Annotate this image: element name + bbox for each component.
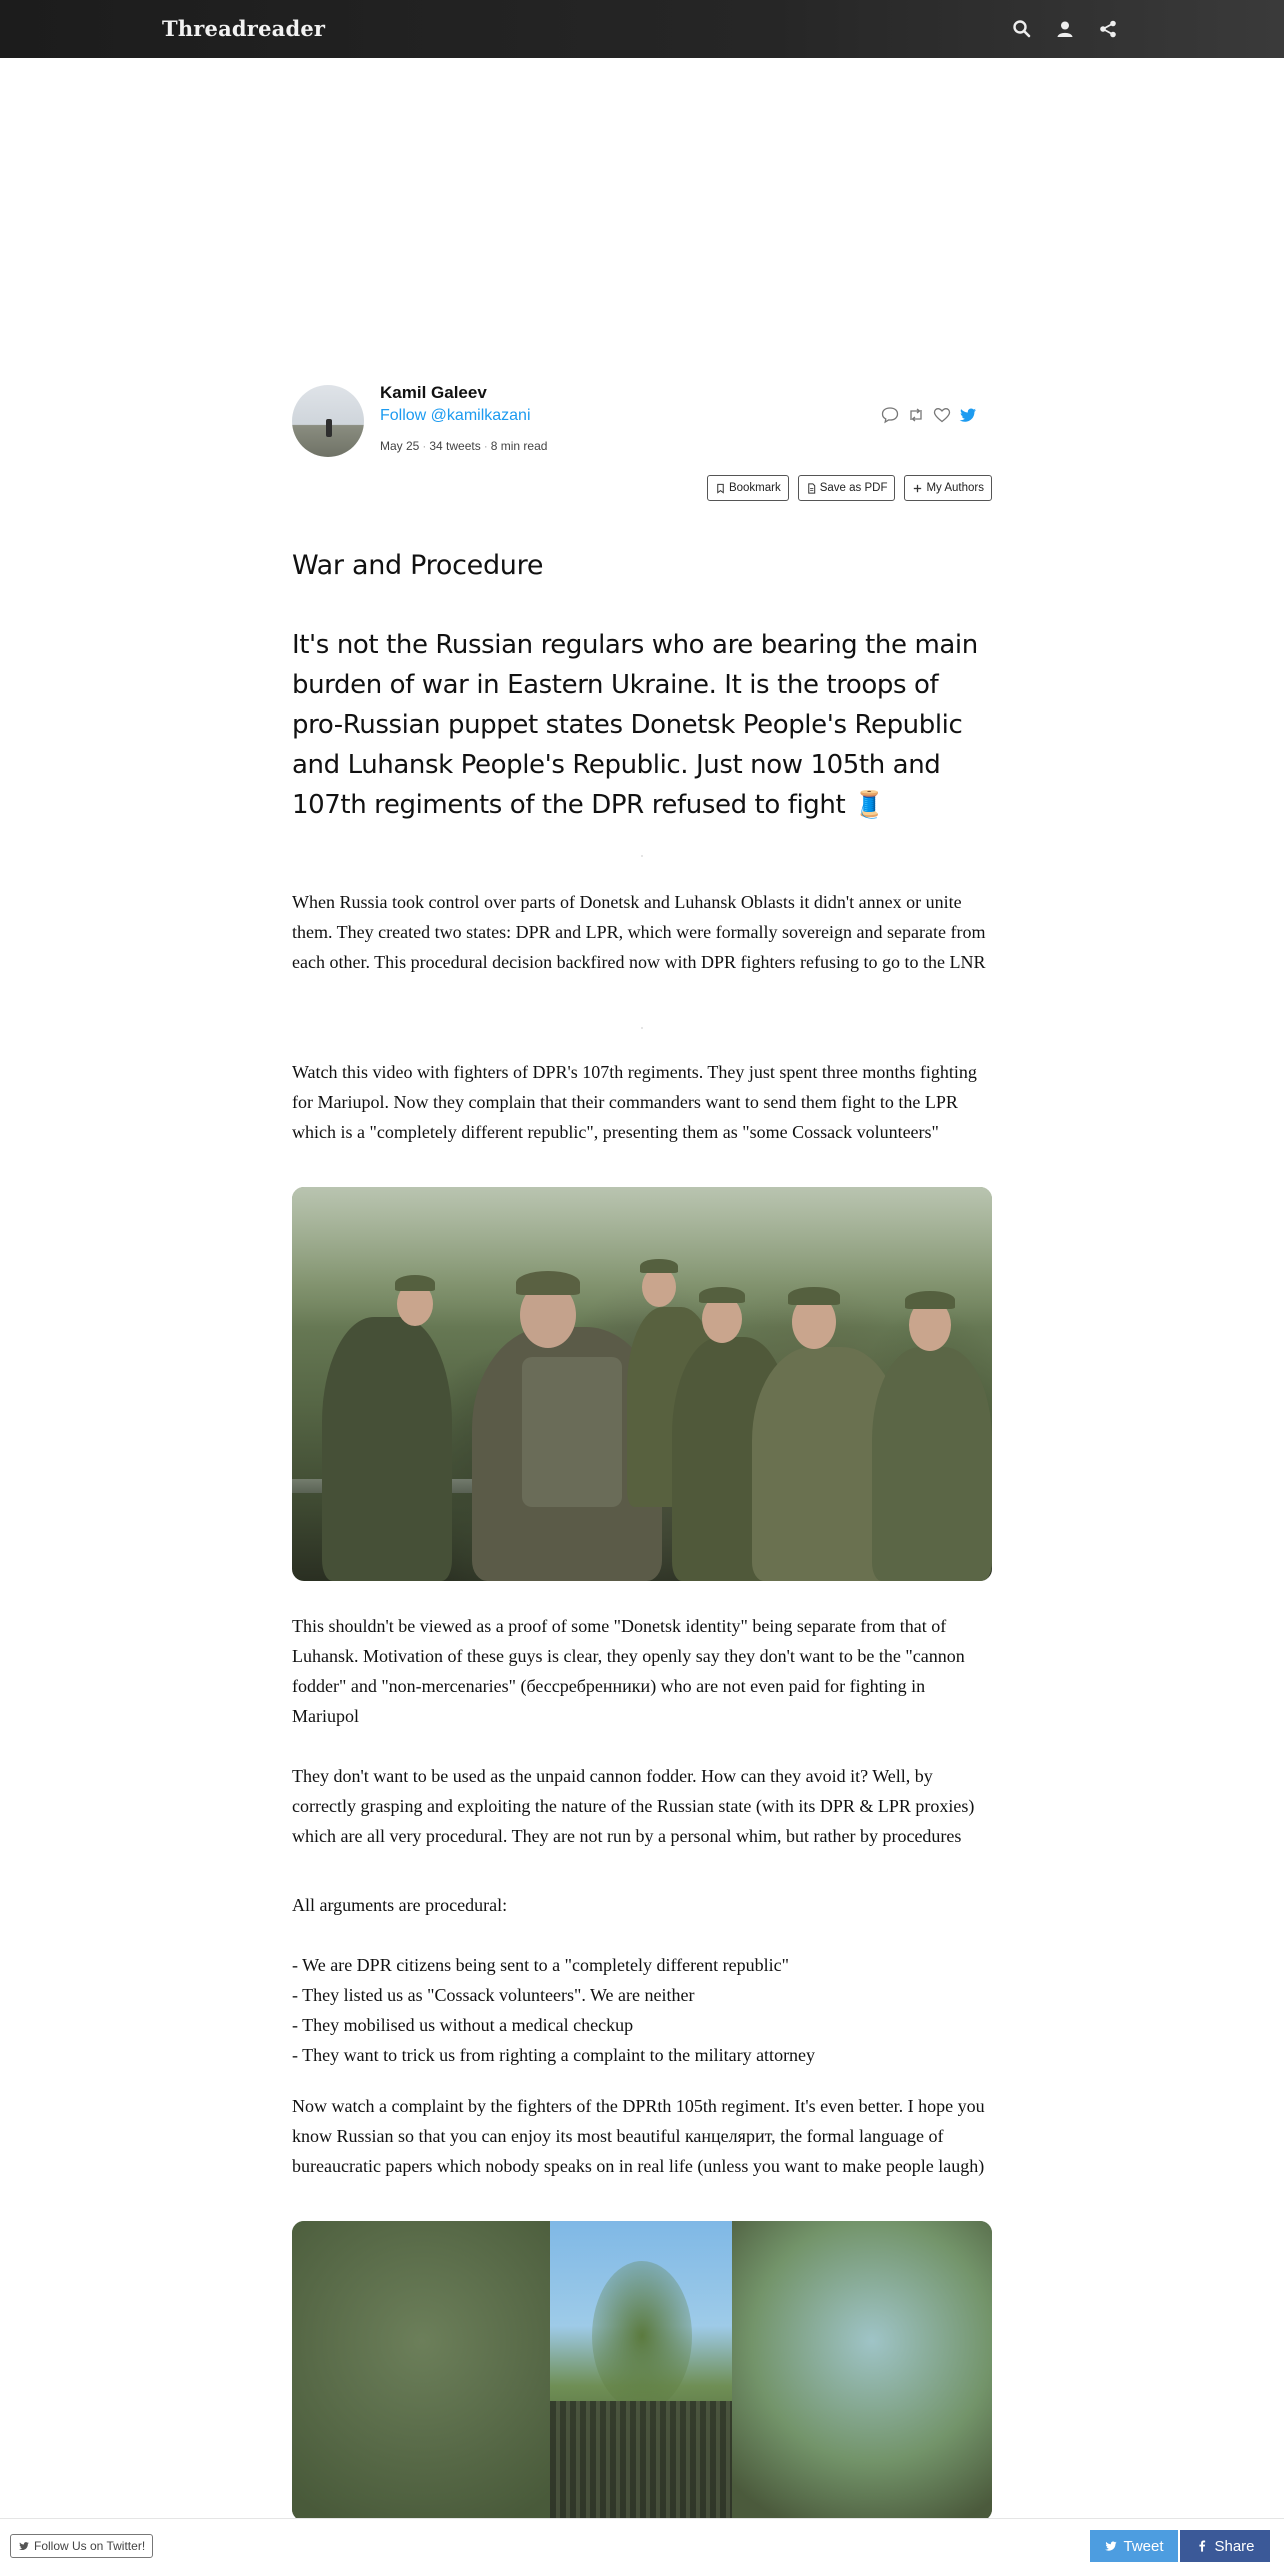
reply-icon[interactable] <box>880 405 900 425</box>
bookmark-icon <box>715 483 726 494</box>
top-navbar <box>0 0 1284 58</box>
tweet-paragraph: When Russia took control over parts of Donetsk and Luhansk Oblasts it didn't annex or unite them. They created two states: DPR and LPR, which were formally sovereign and separate from each other. This procedural decision backfired now with DPR fighters refusing to go to the LNR <box>292 892 986 972</box>
list-item: - They want to trick us from righting a complaint to the military attorney <box>292 2045 816 2065</box>
follow-link[interactable]: Follow @kamilkazani <box>380 407 531 424</box>
lead-tweet: It's not the Russian regulars who are bearing the main burden of war in Eastern Ukraine. It is the troops of pro-Russian puppet states Donetsk People's Republic and Luhansk People's Republic. Just now 105th and 107th regiments of the DPR refused to fight 🧵 <box>292 630 978 820</box>
bookmark-button[interactable] <box>707 475 789 501</box>
site-logo[interactable]: Threadreader <box>162 16 326 41</box>
tweet-actions <box>880 405 978 425</box>
search-icon[interactable] <box>1010 17 1034 41</box>
list-item: - We are DPR citizens being sent to a "completely different republic" <box>292 1955 789 1975</box>
tweet-paragraph: They don't want to be used as the unpaid cannon fodder. How can they avoid it? Well, by correctly grasping and exploiting the nature of the Russian state (with its DPR & LPR proxies) which are all very procedural. They are not run by a personal whim, but rather by procedures <box>292 1766 975 1846</box>
avatar-figure <box>326 419 332 437</box>
share-icon[interactable] <box>1096 17 1120 41</box>
tweet-paragraph: Watch this video with fighters of DPR's 107th regiments. They just spent three months fighting for Mariupol. Now they complain that their commanders want to send them fight to the LPR which is a "completely different republic", presenting them as "some Cossack volunteers" <box>292 1062 977 1142</box>
plus-icon <box>912 483 923 494</box>
list-item: - They listed us as "Cossack volunteers". We are neither <box>292 1985 695 2005</box>
bookmark-label: Bookmark <box>728 482 781 494</box>
bottom-share-bar <box>0 2518 1284 2568</box>
ad-space <box>0 58 1284 368</box>
facebook-icon <box>1195 2539 1209 2553</box>
tweet-button[interactable] <box>1090 2530 1178 2562</box>
author-name[interactable]: Kamil Galeev <box>380 383 487 402</box>
user-icon[interactable] <box>1053 17 1077 41</box>
thread-toolbar <box>707 475 992 501</box>
video-thumbnail-regiment[interactable] <box>292 2221 992 2521</box>
twitter-bird-icon <box>1104 2539 1118 2553</box>
tweet-separator <box>641 1027 643 1029</box>
thread-meta: May 25 · 34 tweets · 8 min read <box>380 439 548 453</box>
twitter-bird-icon <box>18 2540 30 2552</box>
avatar[interactable] <box>292 385 364 457</box>
read-time: 8 min read <box>490 439 548 453</box>
list-intro: All arguments are procedural: <box>292 1895 508 1915</box>
tweet-label: Tweet <box>1123 2537 1164 2555</box>
retweet-icon[interactable] <box>906 405 926 425</box>
save-pdf-button[interactable] <box>798 475 896 501</box>
my-authors-button[interactable] <box>904 475 992 501</box>
follow-us-label: Follow Us on Twitter! <box>34 2539 146 2553</box>
tweet-separator <box>641 855 643 857</box>
share-label: Share <box>1214 2537 1255 2555</box>
tweet-count: 34 tweets <box>429 439 481 453</box>
tweet-paragraph-list <box>292 1890 992 2070</box>
my-authors-label: My Authors <box>926 482 984 494</box>
file-icon <box>806 483 817 494</box>
tweet-paragraph: This shouldn't be viewed as a proof of some "Donetsk identity" being separate from that of Luhansk. Motivation of these guys is clear, they openly say they don't want to be the "cannon fodder" and "non-mercenaries" (бессребренники) who are not even paid for fighting in Mariupol <box>292 1616 965 1726</box>
follow-us-twitter-button[interactable] <box>10 2534 153 2558</box>
video-thumbnail-soldiers[interactable] <box>292 1187 992 1581</box>
save-pdf-label: Save as PDF <box>819 482 888 494</box>
thread-date: May 25 <box>380 439 420 453</box>
like-icon[interactable] <box>932 405 952 425</box>
list-item: - They mobilised us without a medical checkup <box>292 2015 634 2035</box>
tweet-paragraph: Now watch a complaint by the fighters of the DPRth 105th regiment. It's even better. I hope you know Russian so that you can enjoy its most beautiful канцелярит, the formal language of bureaucratic papers which nobody speaks on in real life (unless you want to make people laugh) <box>292 2096 985 2176</box>
thread-title: War and Procedure <box>292 550 544 581</box>
facebook-share-button[interactable] <box>1180 2530 1270 2562</box>
twitter-bird-icon[interactable] <box>958 405 978 425</box>
